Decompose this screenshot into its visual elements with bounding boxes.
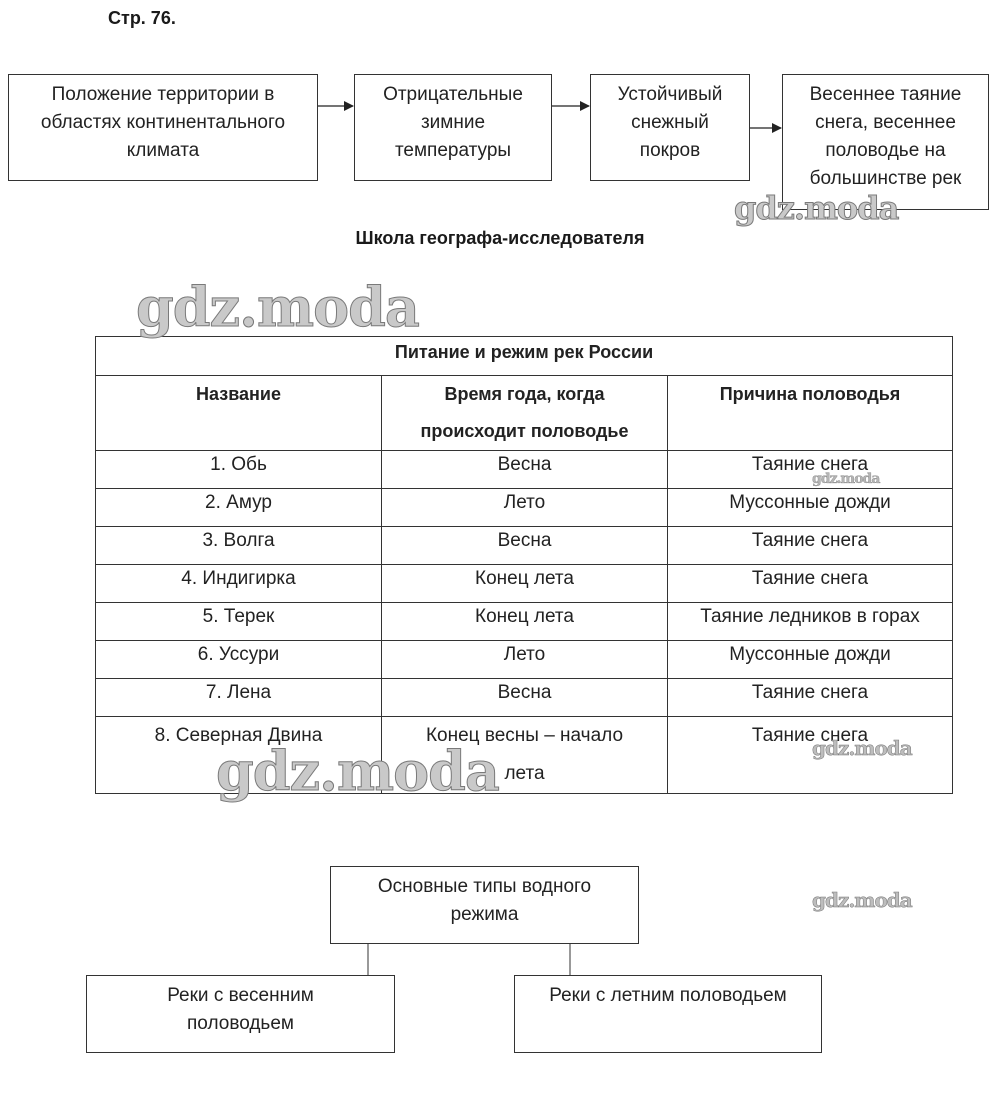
- table-row: [96, 489, 953, 527]
- cell-river: 8. Северная Двина: [96, 717, 382, 794]
- page-label: Стр. 76.: [108, 8, 176, 28]
- header-season: Время года, когда происходит половодье: [382, 376, 668, 451]
- cell-season: Конец лета: [382, 565, 668, 603]
- flow-box-snow-cover: Устойчивый снежный покров: [590, 74, 750, 181]
- watermark: gdz.moda: [812, 471, 880, 487]
- cell-river: 7. Лена: [96, 679, 382, 717]
- cell-river: 4. Индигирка: [96, 565, 382, 603]
- cell-river: 3. Волга: [96, 527, 382, 565]
- watermark: gdz.moda: [136, 275, 419, 339]
- rivers-table: [95, 336, 953, 794]
- flow-box-spring-flood: Весеннее таяние снега, весеннее половодье на большинстве рек: [782, 74, 989, 210]
- cell-season: Лето: [382, 489, 668, 527]
- table-row: [96, 565, 953, 603]
- cell-cause: Таяние ледников в горах: [668, 603, 953, 641]
- cell-cause: Таяние снега: [668, 451, 953, 489]
- cell-cause: Таяние снега: [668, 565, 953, 603]
- watermark: gdz.moda: [812, 888, 912, 912]
- cell-river: 2. Амур: [96, 489, 382, 527]
- table-row: [96, 603, 953, 641]
- tree-root-box: Основные типы водного режима: [330, 866, 639, 944]
- cell-river: 6. Уссури: [96, 641, 382, 679]
- tree-connectors: [0, 930, 1000, 990]
- cell-season: Весна: [382, 679, 668, 717]
- cell-season: Конец весны – начало лета: [382, 717, 668, 794]
- cell-cause: Таяние снега: [668, 717, 953, 794]
- cell-season: Весна: [382, 451, 668, 489]
- table-row: [96, 679, 953, 717]
- cell-season: Весна: [382, 527, 668, 565]
- flow-box-territory: Положение территории в областях континентального климата: [8, 74, 318, 181]
- flow-arrows: [0, 0, 1000, 220]
- table-title: Питание и режим рек России: [96, 337, 953, 376]
- flow-box-winter-temperatures: Отрицательные зимние температуры: [354, 74, 552, 181]
- cell-cause: Муссонные дожди: [668, 489, 953, 527]
- cell-cause: Муссонные дожди: [668, 641, 953, 679]
- table-row: [96, 641, 953, 679]
- section-title: Школа географа-исследователя: [355, 228, 645, 248]
- cell-cause: Таяние снега: [668, 527, 953, 565]
- watermark: gdz.moda: [216, 739, 499, 803]
- header-cause: Причина половодья: [668, 376, 953, 451]
- table-row: [96, 527, 953, 565]
- cell-season: Конец лета: [382, 603, 668, 641]
- cell-cause: Таяние снега: [668, 679, 953, 717]
- cell-season: Лето: [382, 641, 668, 679]
- watermark: gdz.moda: [734, 189, 899, 227]
- cell-river: 5. Терек: [96, 603, 382, 641]
- tree-right-box: Реки с летним половодьем: [514, 975, 822, 1053]
- watermark: gdz.moda: [812, 736, 912, 760]
- cell-river: 1. Обь: [96, 451, 382, 489]
- header-name: Название: [96, 376, 382, 451]
- tree-left-box: Реки с весенним половодьем: [86, 975, 395, 1053]
